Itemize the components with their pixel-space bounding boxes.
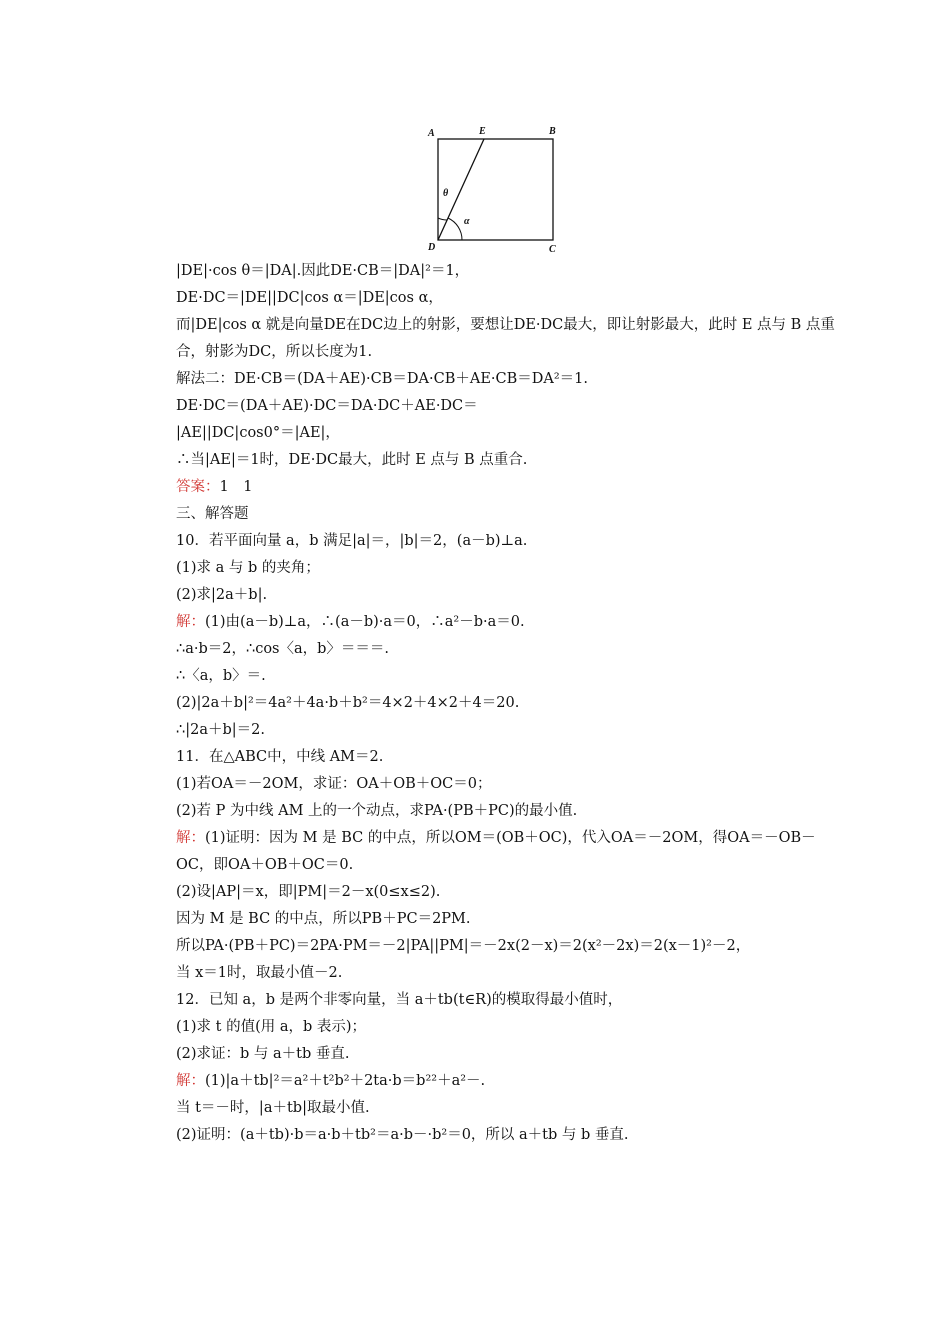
solution-line <box>146 1068 836 1095</box>
label-c: C <box>549 244 556 254</box>
question-11: 11．在△ABC中，中线 AM＝2. <box>176 749 384 765</box>
solution-label: 解： <box>176 830 205 846</box>
text-line: |AE||DC|cos0°＝|AE|， <box>176 425 340 441</box>
solution-text: (1)|a＋tb|²＝a²＋t²b²＋2ta·b＝b²²＋a²－. <box>205 1073 486 1089</box>
solution-text: (1)由(a－b)⊥a，∴(a－b)·a＝0，∴a²－b·a＝0. <box>205 614 525 630</box>
text-line: 解法二：DE·CB＝(DA＋AE)·CB＝DA·CB＋AE·CB＝DA²＝1. <box>176 371 589 387</box>
text-line: 当 x＝1时，取最小值－2. <box>176 965 343 981</box>
angle-theta-arc <box>438 218 447 220</box>
question-10: 10．若平面向量 a，b 满足|a|＝，|b|＝2，(a－b)⊥a. <box>176 533 528 549</box>
document-body <box>146 258 836 1149</box>
text-line: (2)求证：b 与 a＋tb 垂直. <box>176 1046 350 1062</box>
text-line: ∴|2a＋b|＝2. <box>176 722 265 738</box>
text-line: ∴a·b＝2，∴cos〈a，b〉＝＝＝. <box>176 641 390 657</box>
answer-label: 答案： <box>176 479 220 495</box>
solution-line <box>146 825 836 879</box>
text-line: (2)若 P 为中线 AM 上的一个动点，求PA·(PB＋PC)的最小值. <box>176 803 578 819</box>
text-line: (1)求 t 的值(用 a，b 表示)； <box>176 1019 367 1035</box>
text-line: |DE|·cos θ＝|DA|.因此DE·CB＝|DA|²＝1， <box>176 263 470 279</box>
label-d: D <box>428 242 436 253</box>
question-12: 12．已知 a，b 是两个非零向量，当 a＋tb(t∈R)的模取得最小值时， <box>176 992 623 1008</box>
square-abcd <box>438 139 553 240</box>
text-line: DE·DC＝(DA＋AE)·DC＝DA·DC＋AE·DC＝ <box>176 398 478 414</box>
text-line: (2)求|2a＋b|. <box>176 587 268 603</box>
text-line: DE·DC＝|DE||DC|cos α＝|DE|cos α， <box>176 290 443 306</box>
text-line: (1)若OA＝－2OM，求证：OA＋OB＋OC＝0； <box>176 776 492 792</box>
label-e: E <box>479 126 486 137</box>
geometry-figure <box>418 118 568 254</box>
angle-alpha-arc <box>448 218 462 240</box>
answer-line <box>146 474 836 501</box>
label-theta: θ <box>443 188 449 199</box>
text-line: (2)证明：(a＋tb)·b＝a·b＋tb²＝a·b－·b²＝0，所以 a＋tb 与 b 垂直. <box>176 1127 629 1143</box>
text-line: (2)|2a＋b|²＝4a²＋4a·b＋b²＝4×2＋4×2＋4＝20. <box>176 695 520 711</box>
solution-line <box>146 609 836 636</box>
text-line: ∴〈a，b〉＝. <box>176 668 266 684</box>
text-paragraph: 所以PA·(PB＋PC)＝2PA·PM＝－2|PA||PM|＝－2x(2－x)＝2(x²－2x)＝2(x－1)²－2， <box>176 938 751 954</box>
solution-label: 解： <box>176 1073 205 1089</box>
text-line: 当 t＝－时，|a＋tb|取最小值. <box>176 1100 370 1116</box>
text-line: ∴当|AE|＝1时，DE·DC最大，此时 E 点与 B 点重合. <box>176 452 528 468</box>
text-line: (1)求 a 与 b 的夹角； <box>176 560 320 576</box>
text-line: 因为 M 是 BC 的中点，所以PB＋PC＝2PM. <box>176 911 471 927</box>
solution-label: 解： <box>176 614 205 630</box>
label-b: B <box>549 126 556 137</box>
text-paragraph: 而|DE|cos α 就是向量DE在DC边上的射影，要想让DE·DC最大，即让射影最大，此时 E 点与 B 点重合，射影为DC，所以长度为1. <box>176 317 835 360</box>
label-alpha: α <box>464 216 470 227</box>
label-a: A <box>428 128 435 139</box>
solution-text: (1)证明：因为 M 是 BC 的中点，所以OM＝(OB＋OC)，代入OA＝－2OM，得OA＝－OB－OC，即OA＋OB＋OC＝0. <box>176 830 816 873</box>
text-line: (2)设|AP|＝x，即|PM|＝2－x(0≤x≤2). <box>176 884 441 900</box>
section-heading: 三、解答题 <box>176 506 249 522</box>
answer-value: 1 1 <box>219 479 253 495</box>
